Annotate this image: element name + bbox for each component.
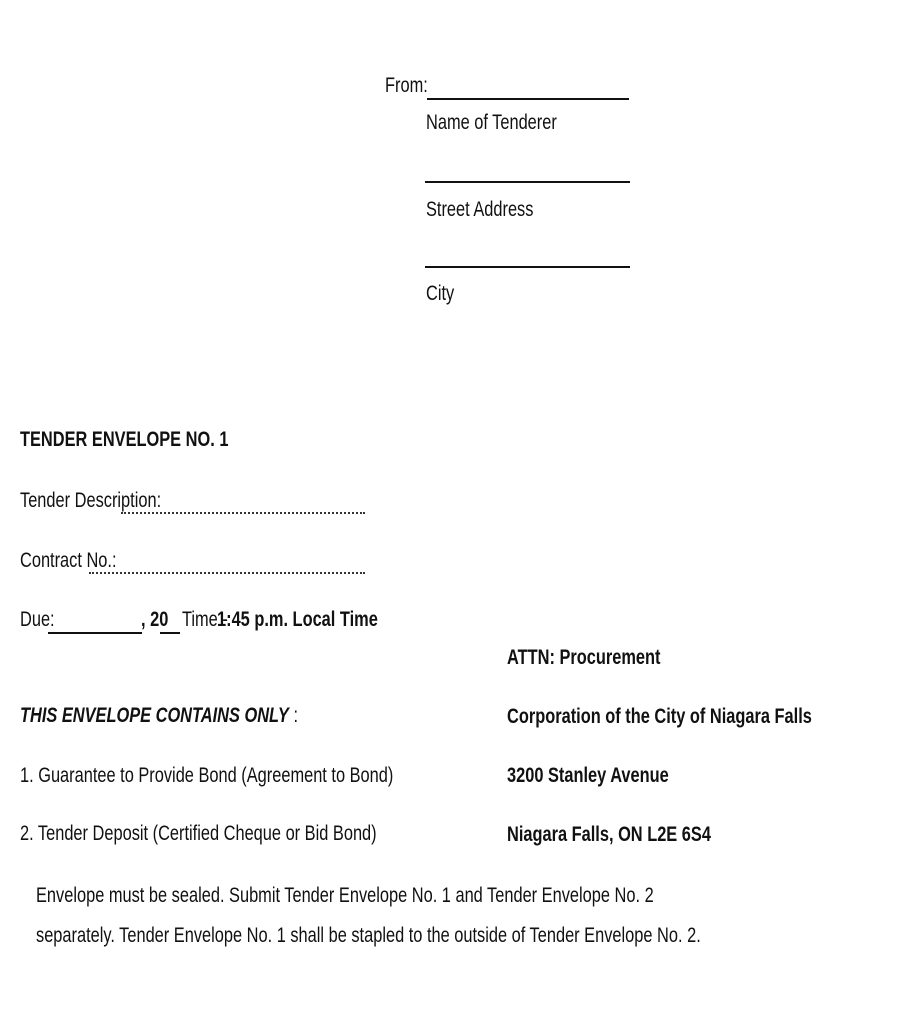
name-of-tenderer-caption: Name of Tenderer [426, 111, 557, 134]
recipient-org: Corporation of the City of Niagara Falls [507, 705, 812, 728]
envelope-title: TENDER ENVELOPE NO. 1 [20, 428, 229, 451]
due-year-prefix: , 20 [141, 608, 169, 631]
contents-heading-colon: : [293, 704, 299, 727]
due-time-label: Time - [182, 608, 228, 631]
instructions-line-2: separately. Tender Envelope No. 1 shall be stapled to the outside of Tender Envelope No. 2. [36, 924, 701, 947]
tender-description-blank [121, 512, 365, 514]
due-date-blank [48, 632, 142, 634]
tender-description-label: Tender Description: [20, 489, 162, 512]
contract-no-label: Contract No.: [20, 549, 117, 572]
contract-no-blank [89, 572, 365, 574]
street-address-line [425, 181, 630, 183]
recipient-city-postal: Niagara Falls, ON L2E 6S4 [507, 823, 711, 846]
due-label: Due: [20, 608, 55, 631]
contents-item-2: 2. Tender Deposit (Certified Cheque or Bid Bond) [20, 822, 377, 845]
instructions-line-1: Envelope must be sealed. Submit Tender Envelope No. 1 and Tender Envelope No. 2 [36, 884, 654, 907]
recipient-street: 3200 Stanley Avenue [507, 764, 669, 787]
contents-item-1: 1. Guarantee to Provide Bond (Agreement to Bond) [20, 764, 394, 787]
contents-heading-text: THIS ENVELOPE CONTAINS ONLY [20, 704, 289, 727]
city-line [425, 266, 630, 268]
recipient-attn: ATTN: Procurement [507, 646, 661, 669]
street-address-caption: Street Address [426, 198, 534, 221]
contents-heading [20, 704, 376, 728]
due-time-value: 1:45 p.m. Local Time [217, 608, 378, 631]
name-of-tenderer-line [427, 98, 629, 100]
from-label: From: [385, 74, 428, 97]
due-year-blank [160, 632, 180, 634]
city-caption: City [426, 282, 455, 305]
